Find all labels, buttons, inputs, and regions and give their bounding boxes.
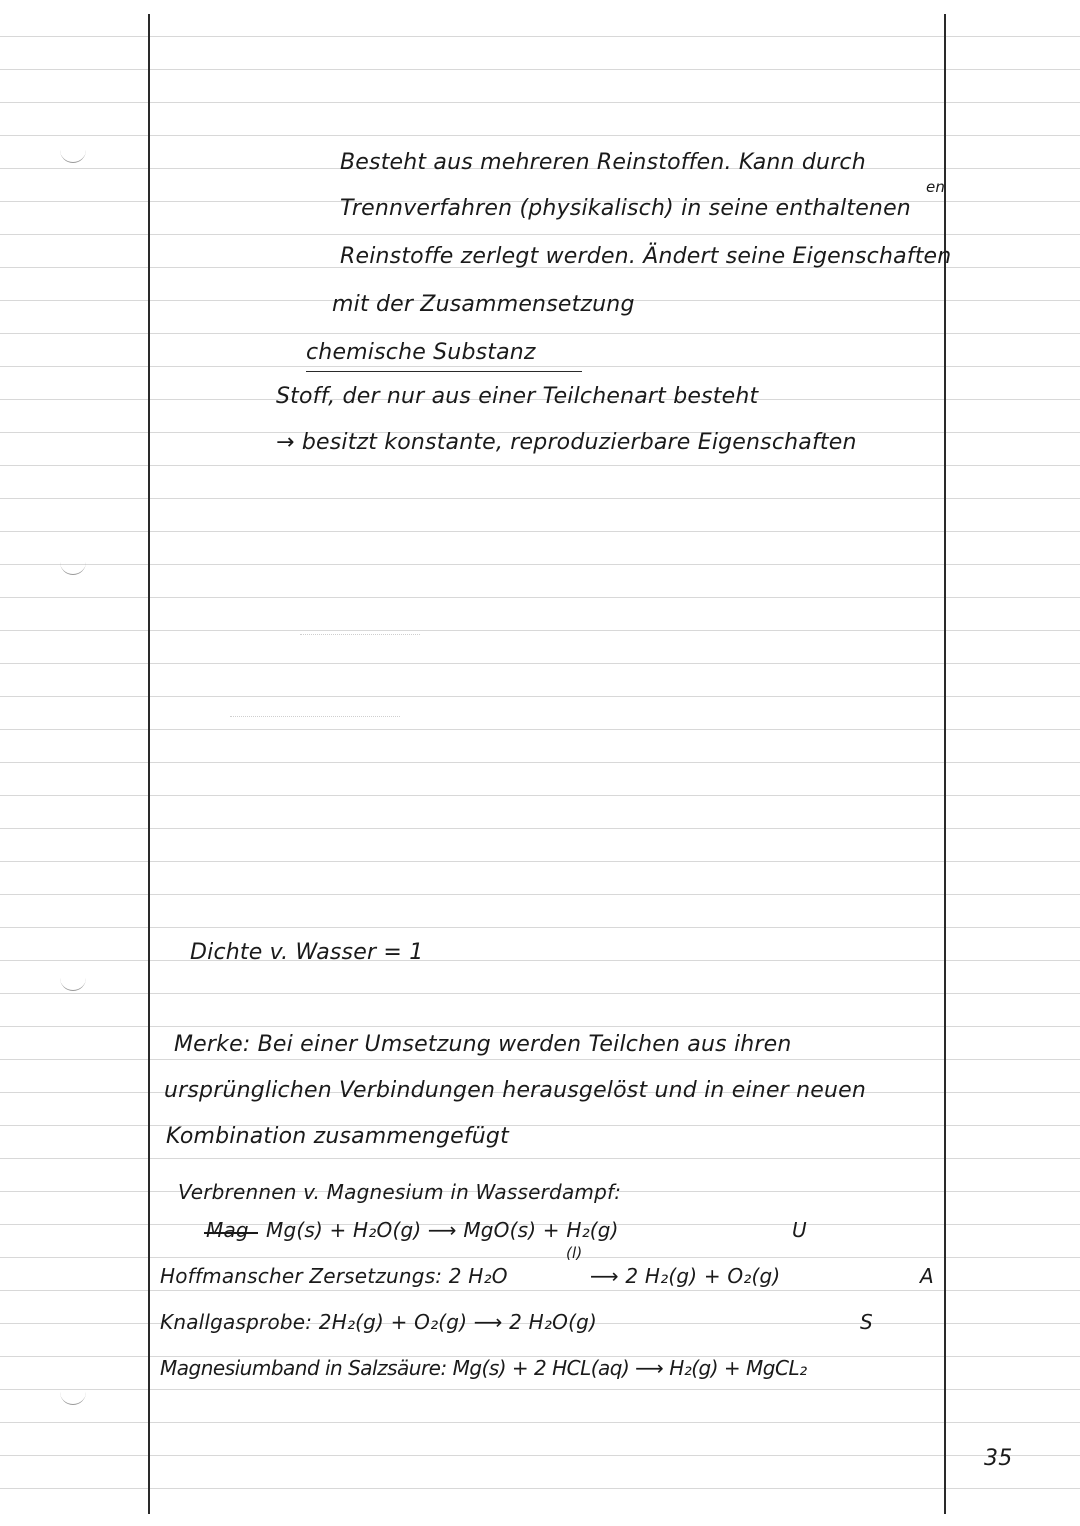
ruled-line [0, 1422, 1080, 1423]
merke-line-2: ursprünglichen Verbindungen herausgelöst und in einer neuen [164, 1078, 867, 1103]
punch-hole [60, 148, 86, 163]
struck-word: Mag [206, 1218, 249, 1242]
ruled-line [0, 729, 1080, 730]
ruled-line [0, 927, 1080, 928]
ruled-line [0, 795, 1080, 796]
density-note: Dichte v. Wasser = 1 [190, 940, 424, 965]
ruled-line [0, 234, 1080, 235]
bleed-through-mark [230, 716, 400, 717]
ruled-line [0, 69, 1080, 70]
ruled-line [0, 828, 1080, 829]
ruled-line [0, 333, 1080, 334]
page-number: 35 [984, 1446, 1013, 1471]
ruled-line [0, 1389, 1080, 1390]
ruled-line [0, 498, 1080, 499]
ruled-line [0, 465, 1080, 466]
ruled-line [0, 531, 1080, 532]
ruled-line [0, 1026, 1080, 1027]
equation-4: Magnesiumband in Salzsäure: Mg(s) + 2 HCL(aq) ⟶ H₂(g) + MgCL₂ [160, 1356, 807, 1380]
ruled-line [0, 960, 1080, 961]
ruled-line [0, 894, 1080, 895]
note-line-1: Besteht aus mehreren Reinstoffen. Kann durch [340, 150, 866, 175]
ruled-line [0, 1158, 1080, 1159]
ruled-line [0, 36, 1080, 37]
heading-underline [306, 371, 582, 372]
merke-line-1: Merke: Bei einer Umsetzung werden Teilchen aus ihren [174, 1032, 792, 1057]
equation-3-mark: S [860, 1310, 873, 1334]
ruled-line [0, 102, 1080, 103]
punch-hole [60, 560, 86, 575]
equation-3: Knallgasprobe: 2H₂(g) + O₂(g) ⟶ 2 H₂O(g) [160, 1310, 597, 1334]
ruled-line [0, 696, 1080, 697]
ruled-line [0, 1125, 1080, 1126]
ruled-line [0, 1455, 1080, 1456]
ruled-line [0, 861, 1080, 862]
ruled-line [0, 597, 1080, 598]
equation-2-mark: A [920, 1264, 934, 1288]
equation-2-label: Hoffmanscher Zersetzungs: 2 H₂O [160, 1264, 508, 1288]
ruled-line [0, 663, 1080, 664]
ruled-line [0, 762, 1080, 763]
note-line-4: mit der Zusammensetzung [332, 292, 635, 317]
section-heading: chemische Substanz [306, 340, 536, 365]
ruled-line [0, 1059, 1080, 1060]
equation-2-products: ⟶ 2 H₂(g) + O₂(g) [590, 1264, 781, 1288]
ruled-line [0, 993, 1080, 994]
ruled-line [0, 630, 1080, 631]
burn-title: Verbrennen v. Magnesium in Wasserdampf: [178, 1180, 622, 1204]
left-margin-line [148, 14, 150, 1514]
ruled-line [0, 1290, 1080, 1291]
note-line-2: Trennverfahren (physikalisch) in seine enthaltenen [340, 196, 911, 221]
ruled-line [0, 1488, 1080, 1489]
equation-1-mark: U [792, 1218, 807, 1242]
ruled-line [0, 366, 1080, 367]
merke-line-3: Kombination zusammengefügt [166, 1124, 509, 1149]
definition-line-1: Stoff, der nur aus einer Teilchenart besteht [276, 384, 759, 409]
ruled-line [0, 1257, 1080, 1258]
bleed-through-mark [300, 634, 420, 635]
punch-hole [60, 976, 86, 991]
definition-line-2: → besitzt konstante, reproduzierbare Eigenschaften [276, 430, 857, 455]
ruled-line [0, 135, 1080, 136]
strike-through [204, 1232, 258, 1234]
note-line-2-superscript: en [926, 178, 946, 196]
ruled-line [0, 564, 1080, 565]
right-margin-line [944, 14, 946, 1514]
note-line-3: Reinstoffe zerlegt werden. Ändert seine Eigenschaften [340, 244, 952, 269]
equation-2-condition: (l) [566, 1244, 583, 1262]
equation-1: Mg(s) + H₂O(g) ⟶ MgO(s) + H₂(g) [266, 1218, 619, 1242]
punch-hole [60, 1390, 86, 1405]
